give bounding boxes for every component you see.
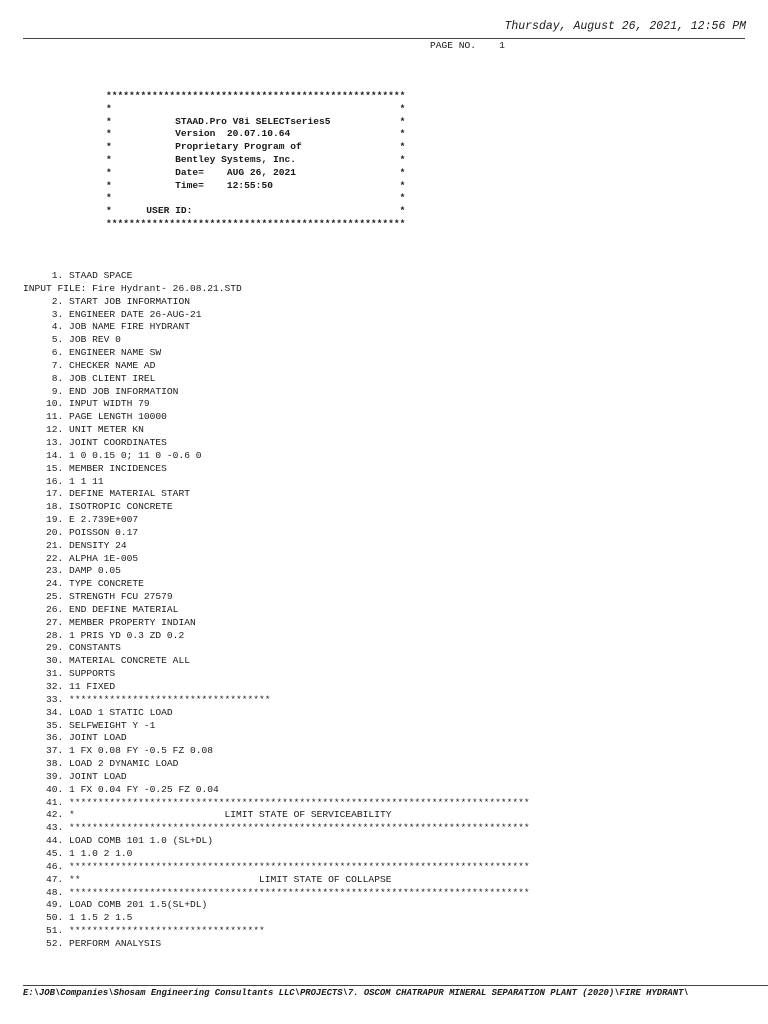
listing-line: 30. MATERIAL CONCRETE ALL — [23, 655, 190, 667]
listing-line: 49. LOAD COMB 201 1.5(SL+DL) — [23, 899, 208, 911]
listing-line: 44. LOAD COMB 101 1.0 (SL+DL) — [23, 835, 213, 847]
listing-line: 46. ******************************************************************************** — [23, 860, 530, 872]
listing-line: 47. ** LIMIT STATE OF COLLAPSE — [23, 873, 392, 885]
listing-line: 3. ENGINEER DATE 26-AUG-21 — [23, 308, 202, 320]
listing-line: 9. END JOB INFORMATION — [23, 385, 179, 397]
banner-line: * Date= AUG 26, 2021 * — [106, 166, 406, 178]
banner-line: * Version 20.07.10.64 * — [106, 128, 406, 140]
listing-line: 23. DAMP 0.05 — [23, 565, 121, 577]
banner-line: **************************************************** — [106, 90, 406, 101]
listing-line: 41. ******************************************************************************** — [23, 796, 530, 808]
listing-line: 29. CONSTANTS — [23, 642, 121, 654]
listing-line: 18. ISOTROPIC CONCRETE — [23, 501, 173, 513]
listing-line: 20. POISSON 0.17 — [23, 526, 139, 538]
page-number — [430, 40, 505, 51]
banner-line: * Time= 12:55:50 * — [106, 179, 406, 191]
listing-line: 52. PERFORM ANALYSIS — [23, 937, 162, 949]
listing-line: 37. 1 FX 0.08 FY -0.5 FZ 0.08 — [23, 745, 213, 757]
listing-line: 16. 1 1 11 — [23, 475, 104, 487]
banner-line: * Proprietary Program of * — [106, 141, 406, 153]
listing-line: 25. STRENGTH FCU 27579 — [23, 591, 173, 603]
program-banner — [106, 90, 405, 231]
listing-line: 1. STAAD SPACE — [23, 270, 133, 281]
banner-line: * USER ID: * — [106, 205, 406, 217]
listing-line: 38. LOAD 2 DYNAMIC LOAD — [23, 758, 179, 770]
listing-line: 34. LOAD 1 STATIC LOAD — [23, 706, 173, 718]
listing-line: 12. UNIT METER KN — [23, 424, 144, 436]
listing-line: 10. INPUT WIDTH 79 — [23, 398, 150, 410]
listing-line: 32. 11 FIXED — [23, 681, 116, 692]
listing-line: 24. TYPE CONCRETE — [23, 578, 144, 590]
listing-line: 33. *********************************** — [23, 693, 271, 705]
listing-line: 40. 1 FX 0.04 FY -0.25 FZ 0.04 — [23, 783, 219, 795]
listing-line: 7. CHECKER NAME AD — [23, 359, 156, 371]
print-datetime: Thursday, August 26, 2021, 12:56 PM — [504, 20, 746, 33]
listing-line: 27. MEMBER PROPERTY INDIAN — [23, 616, 196, 628]
banner-line: * * — [106, 192, 406, 204]
banner-line: **************************************************** — [106, 217, 406, 229]
banner-line: * * — [106, 102, 406, 114]
page-no-label: PAGE NO. — [430, 40, 477, 51]
listing-line: 45. 1 1.0 2 1.0 — [23, 847, 133, 859]
listing-line: 28. 1 PRIS YD 0.3 ZD 0.2 — [23, 629, 185, 641]
banner-line: * STAAD.Pro V8i SELECTseries5 * — [106, 115, 406, 127]
listing-line: 4. JOB NAME FIRE HYDRANT — [23, 321, 190, 333]
listing-line: 26. END DEFINE MATERIAL — [23, 603, 179, 615]
listing-line: 19. E 2.739E+007 — [23, 514, 139, 526]
header-rule — [23, 38, 745, 39]
listing-line: 22. ALPHA 1E-005 — [23, 552, 139, 564]
listing-line: 5. JOB REV 0 — [23, 334, 121, 346]
listing-line: 11. PAGE LENGTH 10000 — [23, 411, 167, 423]
banner-line: * Bentley Systems, Inc. * — [106, 153, 406, 165]
listing-line: 17. DEFINE MATERIAL START — [23, 488, 190, 500]
file-path-footer: E:\JOB\Companies\Shosam Engineering Consultants LLC\PROJECTS\7. OSCOM CHATRAPUR MINERAL SEPARATION PLANT (2020)\FIRE HYDRANT\ — [23, 988, 689, 998]
input-listing — [23, 270, 530, 951]
listing-line: 35. SELFWEIGHT Y -1 — [23, 719, 156, 731]
listing-line: 6. ENGINEER NAME SW — [23, 347, 162, 359]
listing-line: INPUT FILE: Fire Hydrant- 26.08.21.STD — [23, 282, 242, 294]
listing-line: 13. JOINT COORDINATES — [23, 436, 167, 448]
footer-rule — [23, 985, 768, 986]
listing-line: 48. ******************************************************************************** — [23, 886, 530, 898]
listing-line: 43. ******************************************************************************** — [23, 822, 530, 834]
listing-line: 36. JOINT LOAD — [23, 732, 127, 744]
listing-line: 21. DENSITY 24 — [23, 539, 127, 551]
listing-line: 2. START JOB INFORMATION — [23, 295, 190, 307]
listing-line: 8. JOB CLIENT IREL — [23, 372, 156, 384]
listing-line: 15. MEMBER INCIDENCES — [23, 462, 167, 474]
page-no-value: 1 — [499, 40, 505, 51]
listing-line: 14. 1 0 0.15 0; 11 0 -0.6 0 — [23, 449, 202, 461]
listing-line: 50. 1 1.5 2 1.5 — [23, 912, 133, 924]
listing-line: 51. ********************************** — [23, 925, 265, 937]
listing-line: 39. JOINT LOAD — [23, 770, 127, 782]
listing-line: 31. SUPPORTS — [23, 668, 116, 680]
listing-line: 42. * LIMIT STATE OF SERVICEABILITY — [23, 809, 392, 821]
